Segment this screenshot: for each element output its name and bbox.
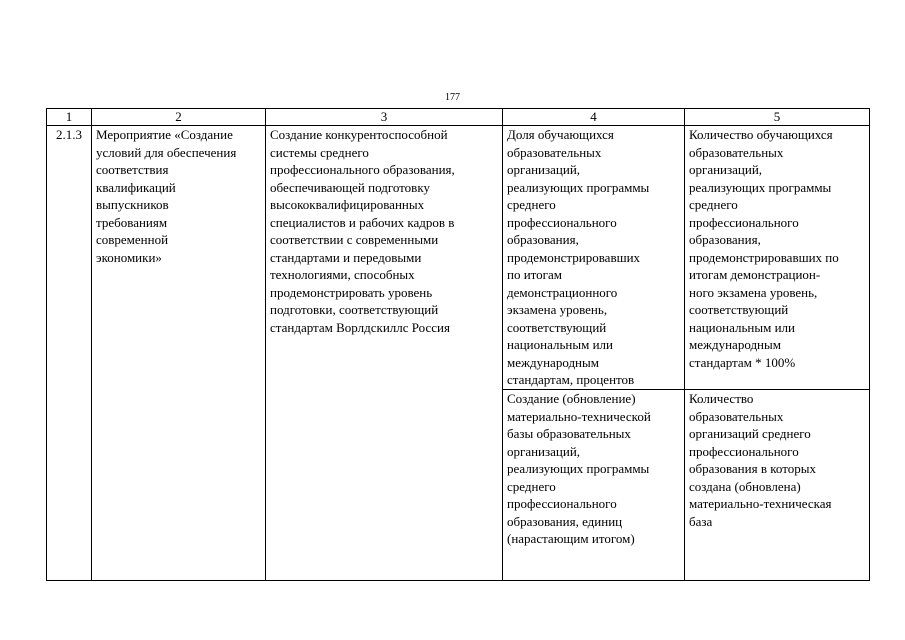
indicators-table [46, 108, 870, 581]
indicator-formula-cell: Количество обучающихся образовательных организаций, реализующих программы среднего профессионального образования, продемонстрировавших по итогам демонстрацион- ного экзамена уровень, соответствующий национальным или международным стандартам * 100% [685, 126, 870, 390]
indicator-name-cell: Создание (обновление) материально-технической базы образовательных организаций, реализующих программы среднего профессионального образования, единиц (нарастающим итогом) [503, 390, 685, 581]
table-row [47, 126, 870, 390]
indicator-name-cell: Доля обучающихся образовательных организаций, реализующих программы среднего профессионального образования, продемонстрировавших по итогам демонстрационного экзамена уровень, соответствующий национальным или международным стандартам, процентов [503, 126, 685, 390]
header-cell-1: 1 [47, 109, 92, 126]
header-cell-2: 2 [92, 109, 266, 126]
event-cell: Мероприятие «Создание условий для обеспечения соответствия квалификаций выпускников требованиям современной экономики» [92, 126, 266, 581]
header-cell-3: 3 [266, 109, 503, 126]
result-cell: Создание конкурентоспособной системы среднего профессионального образования, обеспечивающей подготовку высококвалифицированных специалистов и рабочих кадров в соответствии с современными стандартами и передовыми технологиями, способных продемонстрировать уровень подготовки, соответствующий стандартам Ворлдскиллс Россия [266, 126, 503, 581]
page-number: 177 [445, 92, 460, 103]
header-cell-4: 4 [503, 109, 685, 126]
header-cell-5: 5 [685, 109, 870, 126]
row-number-cell: 2.1.3 [47, 126, 92, 581]
indicator-formula-cell: Количество образовательных организаций среднего профессионального образования в которых создана (обновлена) материально-техническая база [685, 390, 870, 581]
table-header-row [47, 109, 870, 126]
